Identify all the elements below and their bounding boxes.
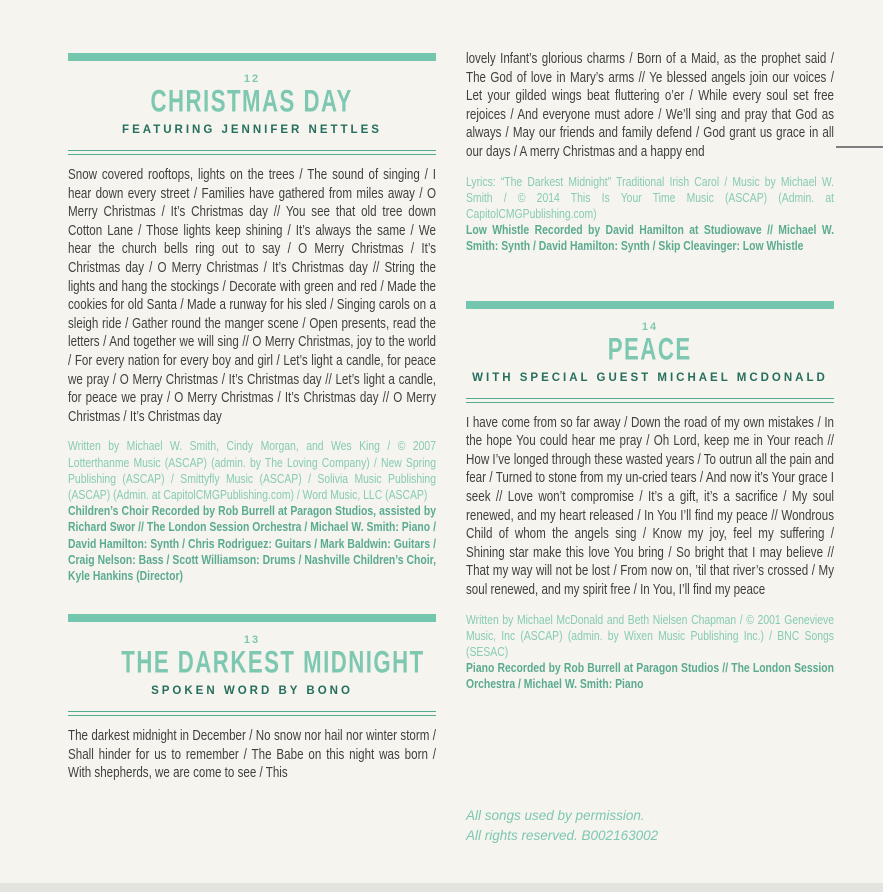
track-13-recording-credits: Low Whistle Recorded by David Hamilton at Studiowave // Michael W. Smith: Synth / David Hamilton: Synth / Skip Cleavinger: Low Whistle xyxy=(466,222,834,254)
track-14-divider-bar xyxy=(466,301,834,309)
permissions-note xyxy=(466,806,834,846)
permissions-line1: All songs used by permission. xyxy=(466,808,645,823)
track-14-double-rule xyxy=(466,398,834,403)
track-14-title-text: PEACE xyxy=(608,331,692,367)
track-12-header xyxy=(68,73,436,136)
track-12-number: 12 xyxy=(243,73,261,85)
track-13-number: 13 xyxy=(243,634,261,647)
track-13-divider-bar xyxy=(68,614,436,622)
track-14-writing-credits: Written by Michael McDonald and Beth Nielsen Chapman / © 2001 Genevieve Music, Inc (ASCAP) (admin. by Wixen Music Publishing Inc.) / BNC Songs (SESAC) xyxy=(466,611,834,659)
permissions-line2: All rights reserved. B002163002 xyxy=(466,828,659,843)
track-14-header xyxy=(466,321,834,384)
track-12-writing-credits: Written by Michael W. Smith, Cindy Morgan, and Wes King / © 2007 Lotterthanme Music (ASCAP) (admin. by The Loving Company) / New Spring Publishing (ASCAP) / Smittyfly Music (ASCAP) / Solivia Music Publishing (ASCAP) (Admin. at CapitolCMGPublishing.com) / Word Music, LLC (ASCAP) xyxy=(68,438,436,502)
track-14-number: 14 xyxy=(641,320,659,333)
track-12-divider-bar xyxy=(68,53,436,61)
page-bottom-strip xyxy=(0,883,883,892)
track-13-subtitle: SPOKEN WORD BY BONO xyxy=(151,685,353,698)
track-12-recording-credits: Children’s Choir Recorded by Rob Burrell at Paragon Studios, assisted by Richard Swor // The London Session Orchestra / Michael W. Smith: Piano / David Hamilton: Synth / Chris Rodriguez: Guitars / Mark Baldwin: Guitars / Craig Nelson: Bass / Scott Williamson: Drums / Nashville Children’s Choir, Kyle Hankins (Director) xyxy=(68,503,436,583)
right-column xyxy=(466,50,834,693)
track-14-lyrics: I have come from so far away / Down the road of my own mistakes / In the hope You could hear me pray / Oh Lord, keep me in Your reach // How I’ve longed through these wasted years / To outrun all the pain and fear / Turned to stone from my un-cried tears / And now it’s Your grace I seek // Love won’t compromise / It’s a gift, it’s a sacrifice / My soul renewed, and my heart released / In You I’ll find my peace // Wondrous Child of whom the angels sing / Know my joy, feel my suffering / Shining star make this love You bring / So bright that I may believe // That my way will not be lost / From now on, ’til that river’s crossed / My soul renewed, and my spirit free / In You, I’ll find my peace xyxy=(466,414,834,598)
left-column xyxy=(68,53,436,783)
track-13-title-text: THE DARKEST MIDNIGHT xyxy=(121,645,425,680)
track-12-lyrics: Snow covered rooftops, lights on the trees / The sound of singing / I hear down every street / Families have gathered from miles away / O Merry Christmas / It’s Christmas day // You see that old tree down Cotton Lane / Those lights keep shining / It’s always the same / We hear the church bells ring out to say / O Merry Christmas / It’s Christmas day / O Merry Christmas / It’s Christmas day // String the lights and hang the stockings / Decorate with green and red / Made the cookies for old Santa / Made a runway for his sled / Singing carols on a sleigh ride / Gather round the manger scene / Open presents, read the letters / And together we will sing // O Merry Christmas, joy to the world / For every nation for every boy and girl / Let’s light a candle, for peace we pray / O Merry Christmas / It’s Christmas day // Let’s light a candle, for peace we pray / O Merry Christmas / It’s Christmas day // O Merry Christmas / It’s Christmas day xyxy=(68,167,436,425)
track-13-lyrics-part2: lovely Infant’s glorious charms / Born of a Maid, as the prophet said / The God of love in Mary’s arms // Ye blessed angels join our voices / Let your gilded wings beat fluttering o’er / While every soul set free rejoices / And everyone must adore / We’ll sing and pray that God as always / May our friends and family defend / God grant us grace in all our days / A merry Christmas and a happy end xyxy=(466,51,834,160)
track-14-subtitle: WITH SPECIAL GUEST MICHAEL MCDONALD xyxy=(472,371,828,384)
track-13-lyrics-part1: The darkest midnight in December / No snow nor hail nor winter storm / Shall hinder for us to remember / The Babe on this night was born / With shepherds, we are come to see / This xyxy=(68,728,436,782)
track-13-title xyxy=(68,645,436,680)
track-13-header xyxy=(68,634,436,697)
track-12-subtitle: FEATURING JENNIFER NETTLES xyxy=(122,124,382,136)
track-13-writing-credits: Lyrics: “The Darkest Midnight” Traditional Irish Carol / Music by Michael W. Smith / © 2014 This Is Your Time Music (ASCAP) (Admin. at CapitolCMGPublishing.com) xyxy=(466,173,834,221)
track-13-double-rule xyxy=(68,711,436,716)
track-14-title xyxy=(466,331,834,367)
adjacent-page-edge-line xyxy=(836,146,883,148)
track-12-double-rule xyxy=(68,150,436,155)
track-14-recording-credits: Piano Recorded by Rob Burrell at Paragon Studios // The London Session Orchestra / Michael W. Smith: Piano xyxy=(466,660,834,692)
track-12-title-text: CHRISTMAS DAY xyxy=(150,84,354,119)
track-12-title xyxy=(68,84,436,119)
